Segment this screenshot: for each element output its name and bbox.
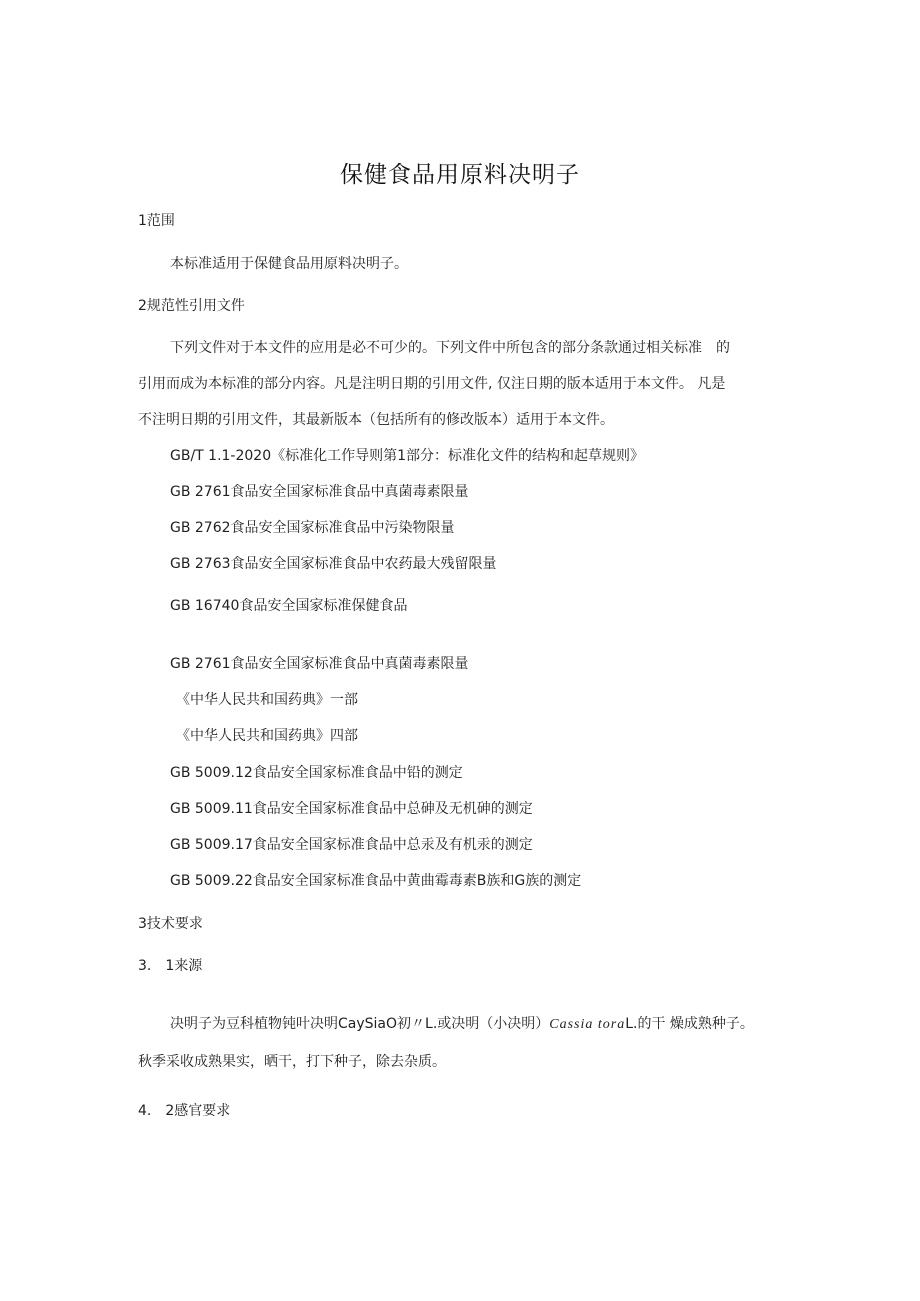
reference-item: 《中华人民共和国药典》一部 [176, 692, 358, 708]
source-latin-name: Cassia tora [549, 1017, 626, 1032]
reference-item: GB/T 1.1-2020《标准化工作导则第1部分：标准化文件的结构和起草规则》 [170, 448, 645, 464]
reference-item: GB 5009.12食品安全国家标准食品中铅的测定 [170, 765, 463, 781]
reference-item: 《中华人民共和国药典》四部 [176, 728, 358, 744]
source-text-part-1: 决明子为豆科植物钝叶决明CaySiaO初〃L.或决明（小决明） [170, 1016, 550, 1032]
subsection-3-1-heading: 3. 1来源 [138, 958, 203, 974]
section-2-paragraph-line-3: 不注明日期的引用文件，其最新版本（包括所有的修改版本）适用于本文件。 [138, 412, 614, 428]
document-title: 保健食品用原料决明子 [340, 162, 580, 188]
reference-item: GB 16740食品安全国家标准保健食品 [170, 598, 408, 614]
reference-item: GB 2762食品安全国家标准食品中污染物限量 [170, 520, 455, 536]
section-1-body: 本标准适用于保健食品用原料决明子。 [170, 256, 408, 272]
reference-item: GB 2763食品安全国家标准食品中农药最大残留限量 [170, 556, 497, 572]
section-3-heading: 3技术要求 [138, 916, 203, 932]
source-paragraph-line-2: 秋季采收成熟果实，晒干，打下种子，除去杂质。 [138, 1054, 446, 1070]
subsection-4-2-heading: 4. 2感官要求 [138, 1103, 231, 1119]
reference-item: GB 2761食品安全国家标准食品中真菌毒素限量 [170, 484, 469, 500]
reference-item: GB 5009.17食品安全国家标准食品中总汞及有机汞的测定 [170, 837, 533, 853]
reference-item: GB 2761食品安全国家标准食品中真菌毒素限量 [170, 656, 469, 672]
reference-item: GB 5009.22食品安全国家标准食品中黄曲霉毒素B族和G族的测定 [170, 873, 582, 889]
section-2-heading: 2规范性引用文件 [138, 298, 245, 314]
source-paragraph-line-1 [170, 1014, 754, 1035]
reference-item: GB 5009.11食品安全国家标准食品中总砷及无机砷的测定 [170, 801, 533, 817]
section-2-paragraph-line-2: 引用而成为本标准的部分内容。凡是注明日期的引用文件, 仅注日期的版本适用于本文件。 凡是 [138, 376, 726, 392]
section-1-heading: 1范围 [138, 213, 175, 229]
source-text-part-2: L.的干 燥成熟种子。 [625, 1016, 754, 1032]
section-2-paragraph-line-1: 下列文件对于本文件的应用是必不可少的。下列文件中所包含的部分条款通过相关标准 的 [170, 340, 730, 356]
